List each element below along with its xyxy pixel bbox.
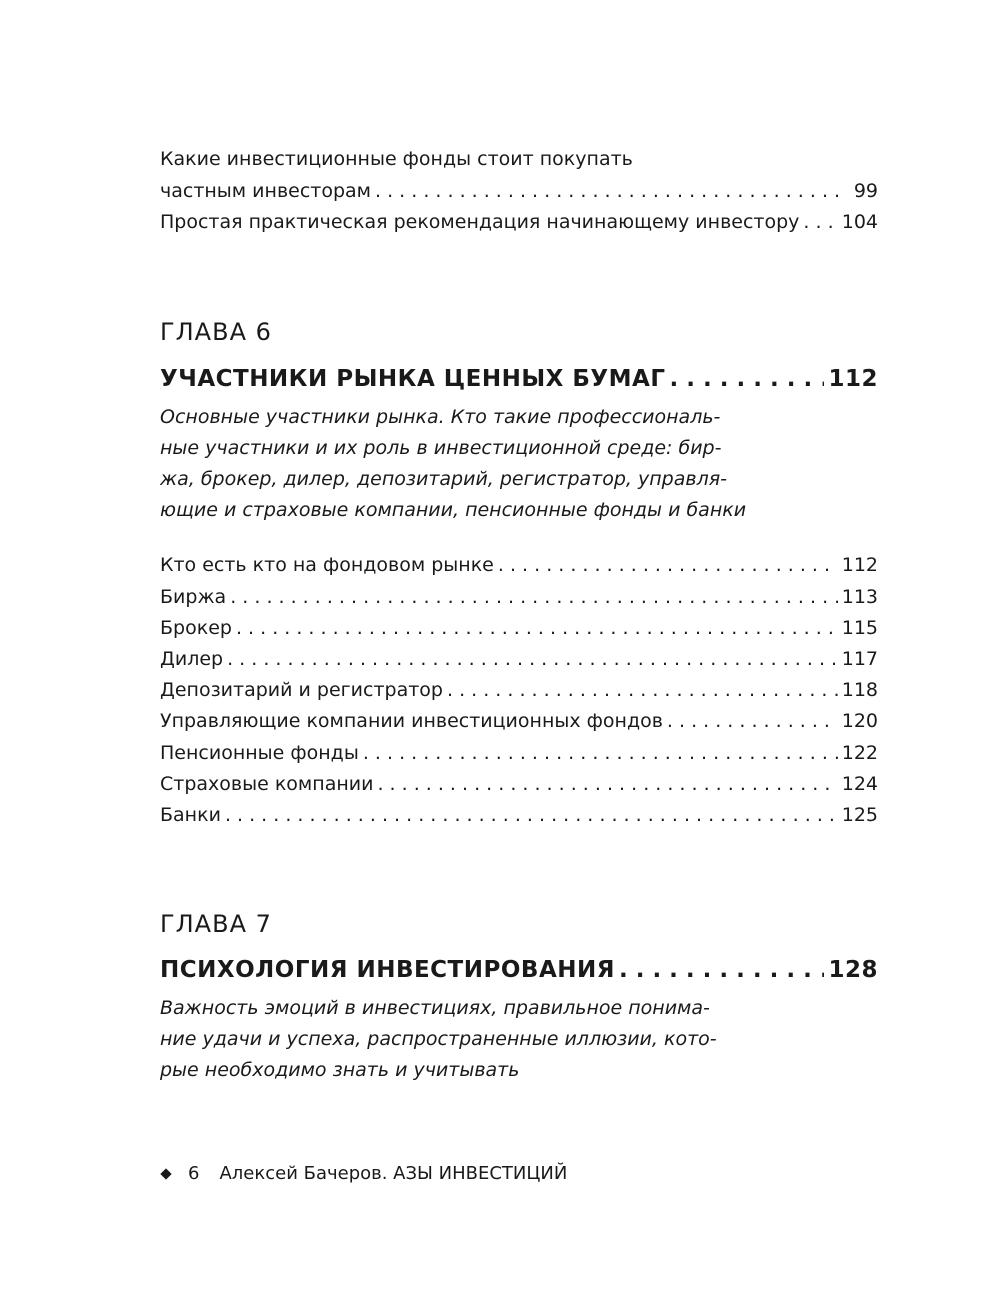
chapter-6-heading[interactable] [160,368,878,391]
toc-entry[interactable] [160,650,878,669]
toc-entry-title: Брокер [160,617,232,639]
toc-entry-first-line: Какие инвестиционные фонды стоит покупать [160,148,633,170]
toc-entry[interactable] [160,182,878,201]
chapter-7-page: 128 [828,957,878,983]
toc-leader-dots [447,681,838,700]
chapter-7-heading[interactable] [160,959,878,982]
chapter-7-description [160,993,770,1086]
toc-entry-title: Банки [160,804,221,826]
toc-leader-dots [225,806,838,825]
chapter-6-title: УЧАСТНИКИ РЫНКА ЦЕННЫХ БУМАГ [160,366,666,392]
toc-entry[interactable] [160,588,878,607]
toc-leader-dots [375,182,844,201]
toc-entry-page: 104 [841,211,878,233]
chapter-6-label: ГЛАВА 6 [160,318,272,346]
toc-entry-page: 99 [853,180,878,202]
toc-entry-title: Простая практическая рекомендация начинающему инвестору [160,211,800,233]
toc-entry[interactable] [160,806,878,825]
chapter-6-page: 112 [828,366,878,392]
chapter-7-label: ГЛАВА 7 [160,910,272,938]
toc-leader-dots [377,775,837,794]
toc-entry-page: 115 [841,617,878,639]
toc-entry-title: частным инвесторам [160,180,372,202]
toc-entry-page: 117 [841,648,878,670]
page-number: 6 [188,1163,200,1184]
toc-entry-title: Кто есть кто на фондовом рынке [160,554,494,576]
toc-entry-page: 112 [841,554,878,576]
description-line: ные участники и их роль в инвестиционной среде: бир- [160,437,722,459]
book-title: Алексей Бачеров. АЗЫ ИНВЕСТИЦИЙ [219,1163,568,1184]
toc-leader-dots [498,556,838,575]
description-line: рые необходимо знать и учитывать [160,1059,520,1081]
description-line: ющие и страховые компании, пенсионные фонды и банки [160,499,747,521]
description-line: ние удачи и успеха, распространенные иллюзии, кото- [160,1028,717,1050]
toc-entry-page: 118 [841,679,878,701]
chapter-7-title: ПСИХОЛОГИЯ ИНВЕСТИРОВАНИЯ [160,957,615,983]
toc-leader-dots [236,619,838,638]
page-footer [160,1163,567,1184]
toc-entry-page: 122 [841,742,878,764]
toc-entry-title: Управляющие компании инвестиционных фондов [160,710,663,732]
toc-entry-title: Пенсионные фонды [160,742,359,764]
toc-entry-title: Депозитарий и регистратор [160,679,443,701]
toc-entry-page: 124 [841,773,878,795]
toc-entry[interactable] [160,213,878,232]
toc-entry-page: 125 [841,804,878,826]
toc-leader-dots [230,588,838,607]
toc-entry[interactable] [160,556,878,575]
toc-leader-dots [619,959,825,982]
diamond-icon [160,1168,171,1179]
toc-entry[interactable] [160,775,878,794]
description-line: жа, брокер, дилер, депозитарий, регистратор, управля- [160,468,728,490]
chapter-6-description [160,402,770,526]
toc-leader-dots [227,650,838,669]
toc-entry-page: 113 [841,586,878,608]
toc-entry[interactable] [160,619,878,638]
description-line: Важность эмоций в инвестициях, правильное понима- [160,997,710,1019]
toc-leader-dots [670,368,825,391]
toc-entry[interactable] [160,744,878,763]
toc-leader-dots [667,712,838,731]
toc-entry-title: Страховые компании [160,773,374,795]
description-line: Основные участники рынка. Кто такие профессиональ- [160,406,721,428]
toc-entry-title: Биржа [160,586,227,608]
toc-entry-page: 120 [841,710,878,732]
toc-entry[interactable] [160,712,878,731]
toc-entry[interactable] [160,681,878,700]
toc-entry-title: Дилер [160,648,224,670]
toc-leader-dots [363,744,838,763]
toc-leader-dots [803,213,837,232]
